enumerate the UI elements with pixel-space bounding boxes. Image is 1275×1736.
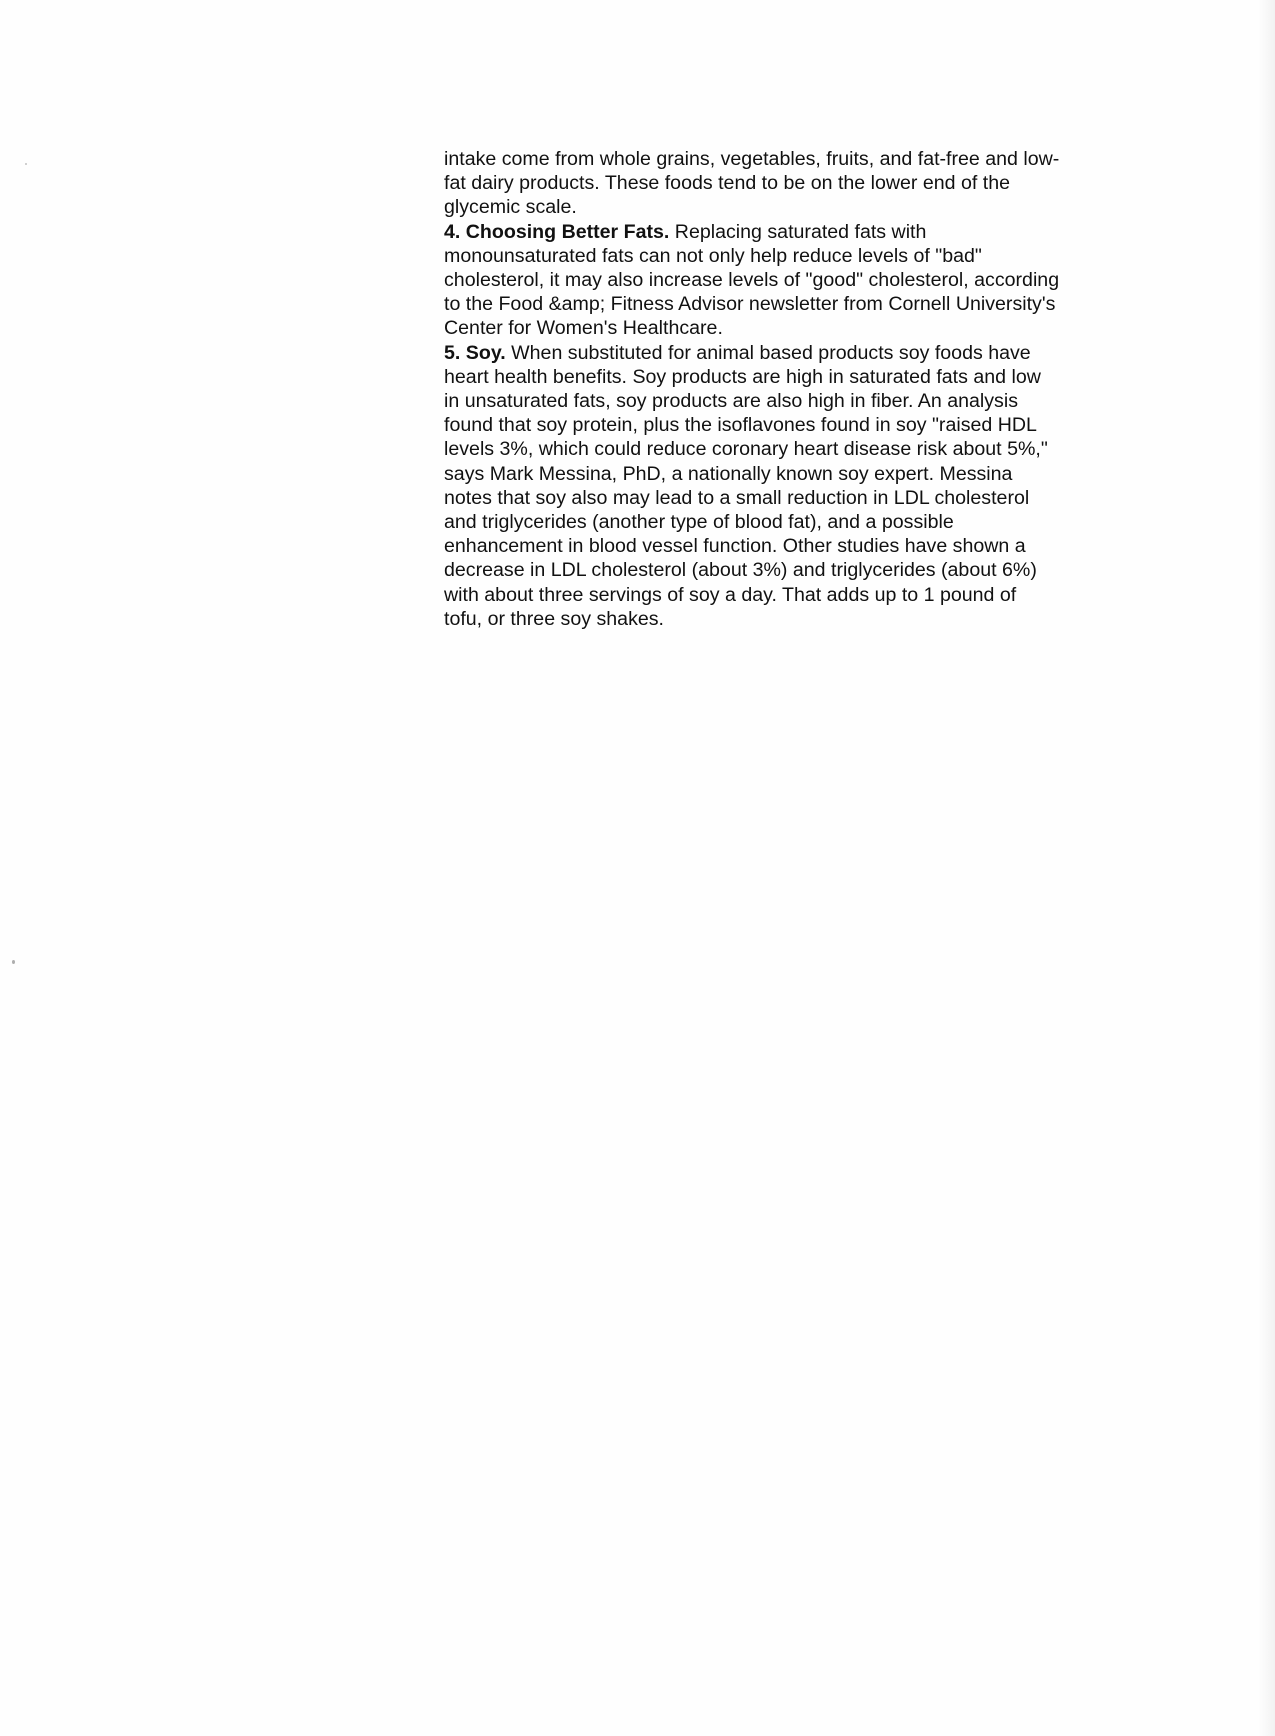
line-text: levels 3%, which could reduce coronary heart disease risk about 5%,"	[444, 438, 1048, 461]
line-text: in unsaturated fats, soy products are also high in fiber. An analysis	[444, 390, 1018, 413]
line-text: enhancement in blood vessel function. Other studies have shown a	[444, 535, 1026, 558]
line-text: glycemic scale.	[444, 196, 577, 219]
line-bold-heading: 5. Soy.	[444, 341, 506, 364]
line-text: says Mark Messina, PhD, a nationally known soy expert. Messina	[444, 462, 1013, 485]
text-line	[444, 195, 1109, 219]
line-text: notes that soy also may lead to a small reduction in LDL cholesterol	[444, 486, 1030, 509]
scan-edge-shadow	[1257, 0, 1275, 1736]
text-line	[444, 607, 1109, 631]
text-line	[444, 316, 1109, 340]
text-line	[444, 510, 1109, 534]
line-text: with about three servings of soy a day. That adds up to 1 pound of	[444, 583, 1017, 606]
line-text: monounsaturated fats can not only help reduce levels of "bad"	[444, 244, 982, 267]
line-text: fat dairy products. These foods tend to be on the lower end of the	[444, 172, 1011, 195]
text-line	[444, 558, 1109, 582]
text-line	[444, 147, 1109, 171]
text-line	[444, 462, 1109, 486]
text-line	[444, 171, 1109, 195]
text-line	[444, 341, 1109, 365]
text-line	[444, 413, 1109, 437]
line-text: Center for Women's Healthcare.	[444, 317, 723, 340]
text-line	[444, 437, 1109, 461]
text-line	[444, 486, 1109, 510]
scan-speck	[12, 960, 15, 964]
line-text: tofu, or three soy shakes.	[444, 607, 664, 630]
text-line	[444, 365, 1109, 389]
line-text: found that soy protein, plus the isoflavones found in soy "raised HDL	[444, 414, 1037, 437]
text-line	[444, 220, 1109, 244]
line-text: decrease in LDL cholesterol (about 3%) and triglycerides (about 6%)	[444, 559, 1037, 582]
line-text: intake come from whole grains, vegetables, fruits, and fat-free and low-	[444, 148, 1060, 170]
line-text: cholesterol, it may also increase levels of "good" cholesterol, according	[444, 269, 1060, 292]
line-text: and triglycerides (another type of blood fat), and a possible	[444, 511, 954, 534]
text-line	[444, 244, 1109, 268]
line-bold-heading: 4. Choosing Better Fats.	[444, 220, 670, 243]
text-line	[444, 583, 1109, 607]
line-text: When substituted for animal based products soy foods have	[505, 341, 1031, 364]
body-text	[444, 147, 1109, 631]
text-line	[444, 534, 1109, 558]
scan-speck	[25, 163, 27, 165]
line-text: to the Food &amp; Fitness Advisor newsletter from Cornell University's	[444, 293, 1056, 316]
line-text: heart health benefits. Soy products are high in saturated fats and low	[444, 365, 1041, 388]
text-line	[444, 268, 1109, 292]
text-line	[444, 389, 1109, 413]
line-text: Replacing saturated fats with	[669, 220, 927, 243]
text-line	[444, 292, 1109, 316]
